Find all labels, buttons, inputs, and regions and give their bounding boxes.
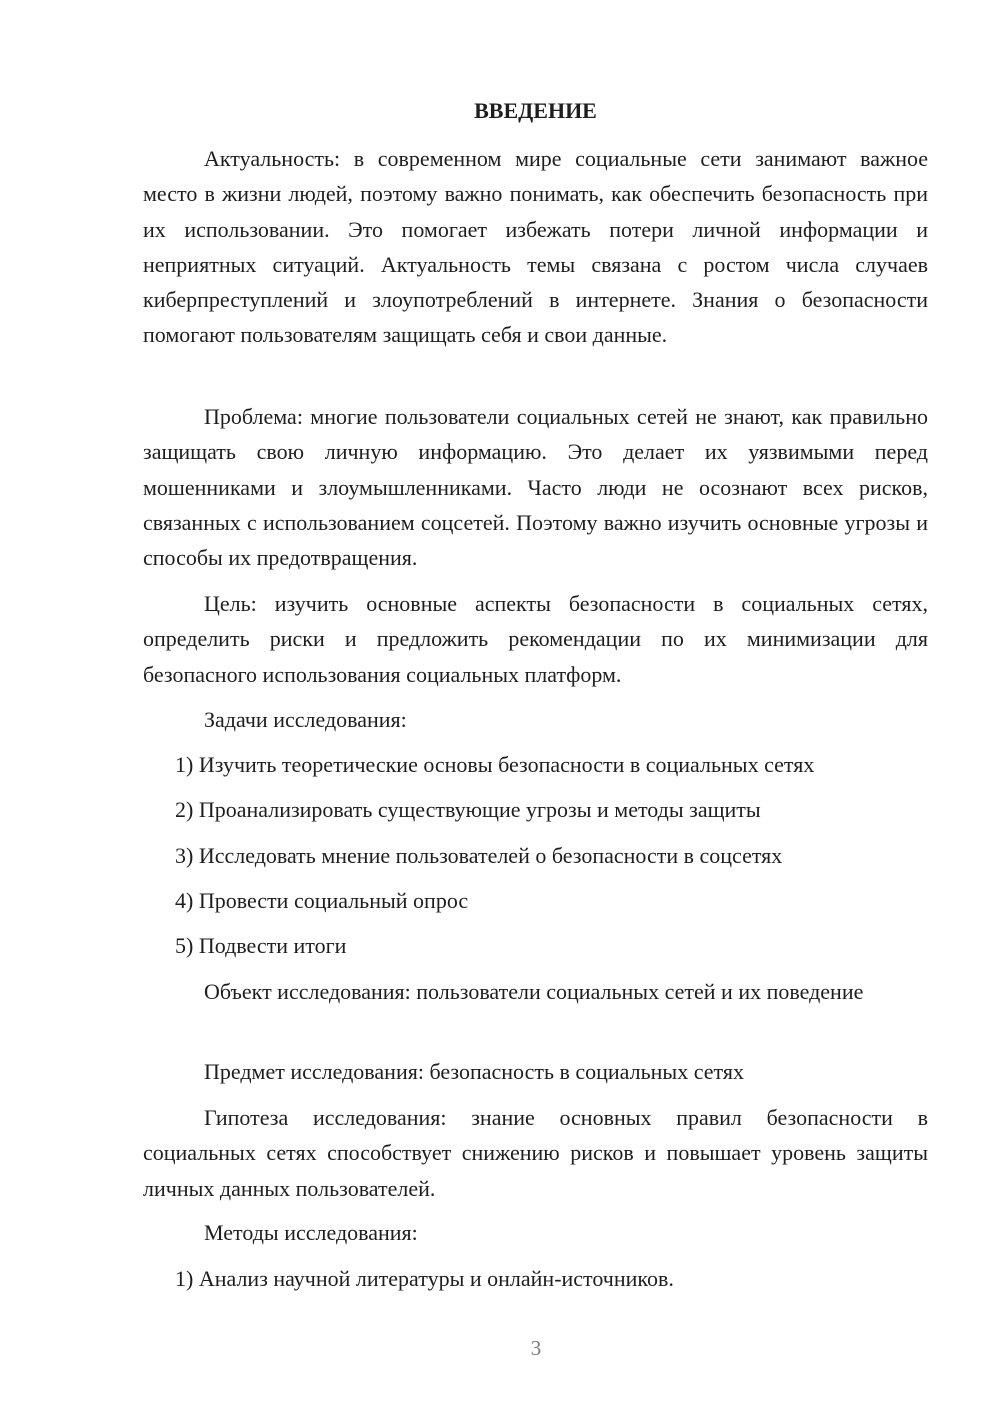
- list-item: 1) Анализ научной литературы и онлайн-источников.: [175, 1266, 674, 1291]
- goal-paragraph: Цель: изучить основные аспекты безопасности в социальных сетях, определить риски и предложить рекомендации по их минимизации для безопасного использования социальных платформ.: [143, 591, 928, 687]
- list-item: 2) Проанализировать существующие угрозы и методы защиты: [175, 797, 761, 822]
- list-item: 4) Провести социальный опрос: [175, 888, 469, 913]
- list-item: 5) Подвести итоги: [175, 933, 347, 958]
- list-item: 1) Изучить теоретические основы безопасности в социальных сетях: [175, 752, 815, 777]
- page-number: 3: [530, 1336, 542, 1360]
- subject-paragraph: Предмет исследования: безопасность в социальных сетях: [204, 1059, 744, 1084]
- methods-heading: Методы исследования:: [204, 1220, 418, 1245]
- tasks-heading: Задачи исследования:: [204, 707, 407, 732]
- list-item: 3) Исследовать мнение пользователей о безопасности в соцсетях: [175, 843, 783, 868]
- object-paragraph: Объект исследования: пользователи социальных сетей и их поведение: [204, 979, 864, 1004]
- hypothesis-paragraph: Гипотеза исследования: знание основных правил безопасности в социальных сетях способствует снижению рисков и повышает уровень защиты личных данных пользователей.: [143, 1105, 928, 1201]
- problem-paragraph: Проблема: многие пользователи социальных сетей не знают, как правильно защищать свою личную информацию. Это делает их уязвимыми перед мошенниками и злоумышленниками. Часто люди не осознают всех рисков, связанных с использованием соцсетей. Поэтому важно изучить основные угрозы и способы их предотвращения.: [143, 404, 928, 571]
- relevance-paragraph: Актуальность: в современном мире социальные сети занимают важное место в жизни людей, поэтому важно понимать, как обеспечить безопасность при их использовании. Это помогает избежать потери личной информации и неприятных ситуаций. Актуальность темы связана с ростом числа случаев киберпреступлений и злоупотреблений в интернете. Знания о безопасности помогают пользователям защищать себя и свои данные.: [143, 146, 928, 348]
- section-heading: ВВЕДЕНИЕ: [474, 98, 597, 123]
